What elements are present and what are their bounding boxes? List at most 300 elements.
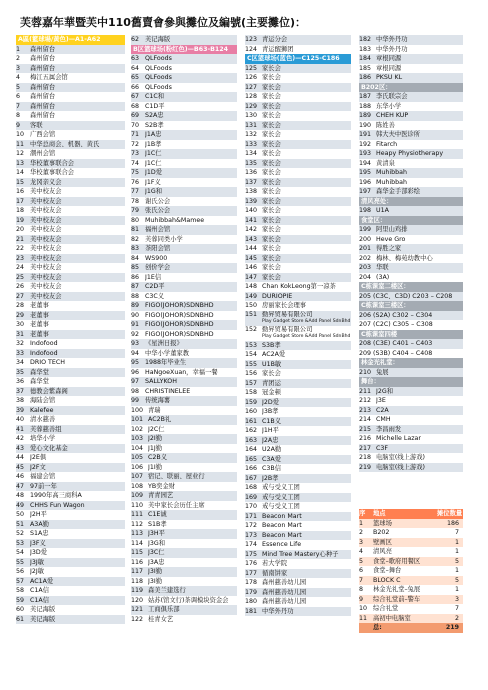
booth-row [131,178,237,188]
booth-name [145,273,237,283]
booth-name [148,520,237,530]
booth-name-text: 老董事 [30,302,49,309]
booth-name [262,197,351,207]
booth-row [131,197,237,207]
booth-name-text: Indofood [30,340,58,347]
booth-name-text: 森美兰建选行 [148,587,186,594]
booth-name [30,387,125,397]
booth-number: 146 [245,264,258,271]
booth-number: 198 [359,207,372,214]
booth-name [30,330,125,340]
booth-number: 115 [131,549,144,556]
booth-number: 154 [245,351,258,358]
booth-name [145,292,237,302]
summary-count: 7 [454,529,459,536]
booth-name [148,615,237,625]
booth-name [148,472,237,482]
booth-name-text: 中华外丹功 [376,36,408,43]
booth-row [131,159,237,169]
booth-name-text: 传统海薯 [145,397,171,404]
booth-name-text: 家长会 [262,131,281,138]
booth-number: 175 [245,550,258,558]
booth-number: 1 [16,45,21,53]
booth-row [131,111,237,121]
booth-row [16,159,125,169]
booth-number: 27 [16,292,25,300]
booth-name [148,548,237,558]
booth-number: 39 [16,406,25,414]
booth-number: 129 [245,102,258,110]
booth-number: 84 [131,254,140,262]
booth-number: 10 [16,131,25,138]
booth-number: 141 [245,216,258,224]
booth-row [16,472,125,482]
booth-name-text: J3I勤 [148,568,163,575]
booth-row [16,102,125,112]
booth-name [376,92,463,102]
booth-row [359,159,463,169]
booth-name-text: C3A爱 [262,455,282,463]
booth-name-text: 青青园艺 [148,492,174,499]
booth-row [245,379,351,389]
section-header [245,54,351,64]
booth-name [148,463,237,473]
booth-name [262,569,351,579]
booth-name [376,235,463,245]
booth-name [262,559,351,569]
booth-row [245,326,351,341]
summary-location: 食堂–舞台 [373,567,402,574]
booth-name [145,235,237,245]
booth-number: 60 [16,606,25,613]
booth-number: 41 [16,425,25,433]
booth-name-text: 张氏公会 [145,207,171,214]
booth-row [16,615,125,625]
booth-number: 149 [245,292,258,300]
booth-number: 40 [16,416,25,423]
booth-name [376,463,463,473]
booth-number: 213 [359,406,372,414]
booth-name-text: 家长会 [262,264,281,271]
booth-name-text: C3F [376,444,389,452]
booth-name [148,444,237,454]
booth-number: 191 [359,131,372,138]
booth-number: 204 [359,273,372,281]
booth-name [376,54,463,64]
summary-row [359,585,463,595]
booth-number: 104 [131,444,144,452]
booth-number: 177 [245,569,258,577]
section-header-label: C栋课室二楼区： [361,283,410,290]
booth-row [245,388,351,398]
booth-name-text: 谢氏公会 [145,197,171,205]
booth-name [262,588,351,598]
booth-row [16,596,125,606]
booth-name-text: J1C仁 [145,150,162,157]
booth-row [131,520,237,530]
booth-name [30,225,125,235]
booth-row [16,577,125,587]
booth-number: 171 [245,512,258,520]
booth-name-text: FIGO(JOHOR)SDNBHD [145,302,214,309]
summary-row [359,547,463,557]
summary-location: B202 [373,529,390,536]
booth-name-text: 家长会 [262,102,281,110]
booth-name-text: 华校董事联合会 [30,169,75,176]
booth-number: 53 [16,539,25,547]
booth-name [30,463,125,473]
booth-row [16,358,125,368]
booth-number: 2 [16,55,21,62]
booth-name [262,540,351,550]
booth-row [131,244,237,254]
booth-name [262,531,351,541]
booth-name [262,326,351,341]
booth-name-text: 李氏联宗会 [376,93,408,100]
booth-name-text: 黄清泉 [376,159,395,167]
booth-number: 13 [16,159,25,167]
booth-name-text: 得胜之家 [376,245,402,252]
booth-number: 156 [245,370,258,377]
booth-row [359,339,463,349]
booth-name-text: 清水慈善 [30,416,56,423]
summary-no: 11 [359,614,368,622]
booth-name [30,92,125,102]
booth-name-text: S1A忠 [30,530,49,537]
booth-row [245,502,351,512]
booth-row [131,102,237,112]
booth-number: 23 [16,254,25,262]
booth-name [376,406,463,416]
booth-row [245,607,351,617]
booth-name-text: Indofood [30,349,58,357]
booth-row [16,149,125,159]
booth-number: 32 [16,340,25,347]
booth-number: 135 [245,159,258,167]
summary-no: 4 [359,548,364,555]
booth-name-text: Essence Life [262,541,302,548]
booth-name [262,398,351,408]
booth-name-text: CHRISTINELEE [145,387,191,395]
section-header-label: B区篮球场(粉红色)—B63-B124 [133,45,229,53]
booth-row [245,92,351,102]
booth-number: 98 [131,387,140,395]
booth-row [16,121,125,131]
booth-name [262,455,351,465]
booth-name-text: Beacon Mart [262,512,302,520]
booth-row [359,254,463,264]
booth-name [145,387,237,397]
booth-name [262,140,351,150]
booth-number: 178 [245,579,258,586]
booth-number: 33 [16,349,25,357]
booth-name [262,512,351,522]
booth-row [245,521,351,531]
booth-row [245,398,351,408]
section-header-label: 清风亮处： [361,197,393,205]
booth-name-text: C1C和 [145,93,165,100]
booth-name [145,339,237,349]
booth-name-text: Fitarch [376,140,398,148]
booth-name-text: 李昌雨发 [376,425,402,433]
booth-row [245,187,351,197]
booth-number: 16 [16,188,25,195]
booth-number: 88 [131,292,140,300]
booth-name-text: 《星洲日报》 [145,340,183,347]
booth-row [16,83,125,93]
booth-name-text: 芙中校友会 [30,197,62,205]
booth-row [16,529,125,539]
booth-row [359,425,463,435]
booth-number: 78 [131,197,140,205]
booth-name [262,597,351,607]
booth-name-text: 家长会 [262,64,281,72]
page-title: 芙蓉嘉年華暨芙中110舊賣會參與攤位及編號(主要攤位)： [20,16,307,29]
booth-name-text: 培华小学 [30,435,56,442]
booth-row [359,444,463,454]
booth-number: 117 [131,568,144,575]
booth-name [262,45,351,55]
booth-name [376,73,463,83]
booth-name [30,140,125,150]
booth-number: 173 [245,531,258,539]
booth-name [376,140,463,150]
booth-number: 81 [131,226,140,233]
booth-name [262,578,351,588]
booth-name [30,111,125,121]
booth-name-text: 家长会 [262,370,281,377]
booth-name [145,206,237,216]
booth-name [30,45,125,55]
booth-number: 185 [359,64,372,72]
booth-row [16,387,125,397]
booth-name-text: 209 (S3B) C404 – C408 [359,349,433,357]
booth-number: 96 [131,368,140,376]
booth-name [148,577,237,587]
booth-row [131,368,237,378]
booth-number: 91 [131,321,140,328]
booth-name [359,339,463,349]
booth-number: 9 [16,121,21,129]
section-header-label: B202区： [361,83,392,91]
booth-number: 196 [359,178,372,186]
booth-name-text: CMH [376,416,391,423]
booth-number: 20 [16,226,25,233]
booth-name-text: 芙记海版 [145,36,171,43]
booth-name-text: 207 (C2C) C305 – C308 [359,321,433,328]
summary-no: 2 [359,529,364,536]
booth-name [262,83,351,93]
booth-name [145,311,237,321]
booth-number: 99 [131,397,140,404]
booth-name-text: 青运分会 [262,36,288,43]
booth-row [245,578,351,588]
booth-number: 66 [131,83,140,91]
booth-number: 103 [131,435,144,442]
booth-name [30,368,125,378]
booth-number: 136 [245,169,258,176]
booth-number: 92 [131,330,140,338]
summary-location: 林金光礼堂–兔展 [373,586,421,593]
booth-row [245,369,351,379]
booth-name-text: 芙中校友会 [30,226,62,233]
booth-name [262,388,351,398]
booth-name-text: Kalefee [30,406,54,414]
booth-row [245,168,351,178]
booth-row [131,567,237,577]
booth-name [145,92,237,102]
booth-number: 90 [131,311,140,319]
booth-name-text: C2A [376,406,389,414]
booth-number: 94 [131,349,140,357]
booth-row [16,501,125,511]
booth-name-text: 家长会 [262,140,281,148]
summary-row [359,566,463,576]
booth-number: 77 [131,188,140,195]
booth-name [148,539,237,549]
booth-name [30,615,125,625]
booth-name [376,225,463,235]
booth-number: 161 [245,417,258,425]
booth-row [16,140,125,150]
booth-name [262,521,351,531]
booth-row [16,567,125,577]
booth-row [131,596,237,606]
booth-name [30,197,125,207]
booth-row [359,178,463,188]
booth-name-text: FIGO(JOHOR)SDNBHD [145,311,214,319]
booth-row [16,349,125,359]
booth-name-text: J1I勤 [148,463,163,471]
booth-number: 197 [359,188,372,195]
booth-name-text: 1988年毕业生 [145,359,187,366]
booth-row [131,330,237,340]
booth-number: 160 [245,408,258,415]
booth-row [16,235,125,245]
booth-number: 95 [131,359,140,366]
booth-name-text: 章根同源 [376,64,402,72]
booth-name-text: J2A忠 [262,436,279,444]
booth-name [262,168,351,178]
booth-number: 21 [16,235,25,243]
booth-name [30,444,125,454]
booth-name-text: J3A忠 [148,558,165,566]
booth-name [30,187,125,197]
booth-name-text: 梅林、梅苑幼教中心 [376,254,433,262]
booth-name [376,121,463,131]
booth-name-text: J3H平 [148,530,165,537]
booth-row [245,569,351,579]
booth-name [262,130,351,140]
booth-row [16,320,125,330]
booth-name [148,434,237,444]
booth-row [16,292,125,302]
booth-name [376,368,463,378]
booth-number: 165 [245,455,258,463]
booth-row [359,396,463,406]
section-header-label: 林金光礼堂： [361,359,399,366]
booth-name-text: 戒与受义工团 [262,493,300,501]
booth-number: 65 [131,74,140,81]
booth-row [245,197,351,207]
booth-row [16,396,125,406]
booth-name [30,491,125,501]
booth-name-text: J1A忠 [145,131,162,138]
booth-row [16,415,125,425]
summary-count: 2 [454,614,459,622]
booth-number: 102 [131,425,144,433]
booth-row [131,92,237,102]
booth-row [16,548,125,558]
booth-row [245,292,351,302]
booth-number: 26 [16,283,25,290]
booth-number: 181 [245,607,258,615]
booth-name-text: CHEH KUP [376,112,409,119]
booth-name [376,168,463,178]
booth-number: 116 [131,558,144,566]
booth-number: 59 [16,596,25,604]
booth-row [131,510,237,520]
section-header [131,45,237,55]
booth-number: 151 [245,310,258,318]
booth-row [16,406,125,416]
booth-name [145,301,237,311]
booth-name [30,529,125,539]
booth-row [359,235,463,245]
summary-count: 摊位数量 [437,510,463,517]
booth-number: 122 [131,615,144,623]
summary-count: 1 [454,548,459,555]
booth-row [16,92,125,102]
booth-number: 68 [131,102,140,110]
booth-name [262,502,351,512]
booth-name [148,501,237,511]
booth-number: 87 [131,283,140,290]
booth-name-text: 家长会 [262,235,281,243]
booth-row [131,444,237,454]
booth-name-text: 家长会 [262,254,281,262]
booth-row [131,577,237,587]
booth-name-text: 勤昇贸易有限公司 [262,310,313,318]
booth-name [262,426,351,436]
booth-name [262,159,351,169]
booth-name [148,406,237,416]
booth-name [145,168,237,178]
booth-row [131,206,237,216]
booth-name [262,483,351,493]
booth-name [30,83,125,93]
booth-name-text: 若大学院 [262,560,288,567]
booth-row [131,320,237,330]
booth-name-text: J2F文 [30,463,46,471]
booth-row [245,540,351,550]
booth-row [245,235,351,245]
booth-name-text: AC2B礼 [148,416,172,423]
booth-number: 144 [245,245,258,252]
booth-row [16,520,125,530]
booth-row [131,349,237,359]
booth-name-text: PKSU KL [376,74,403,81]
booth-name [148,529,237,539]
booth-name-text: Beacon Mart [262,531,302,539]
booth-row [131,558,237,568]
booth-name [30,567,125,577]
booth-name [145,263,237,273]
booth-number: 124 [245,45,258,53]
booth-row [245,263,351,273]
booth-row [245,254,351,264]
booth-name [376,434,463,444]
